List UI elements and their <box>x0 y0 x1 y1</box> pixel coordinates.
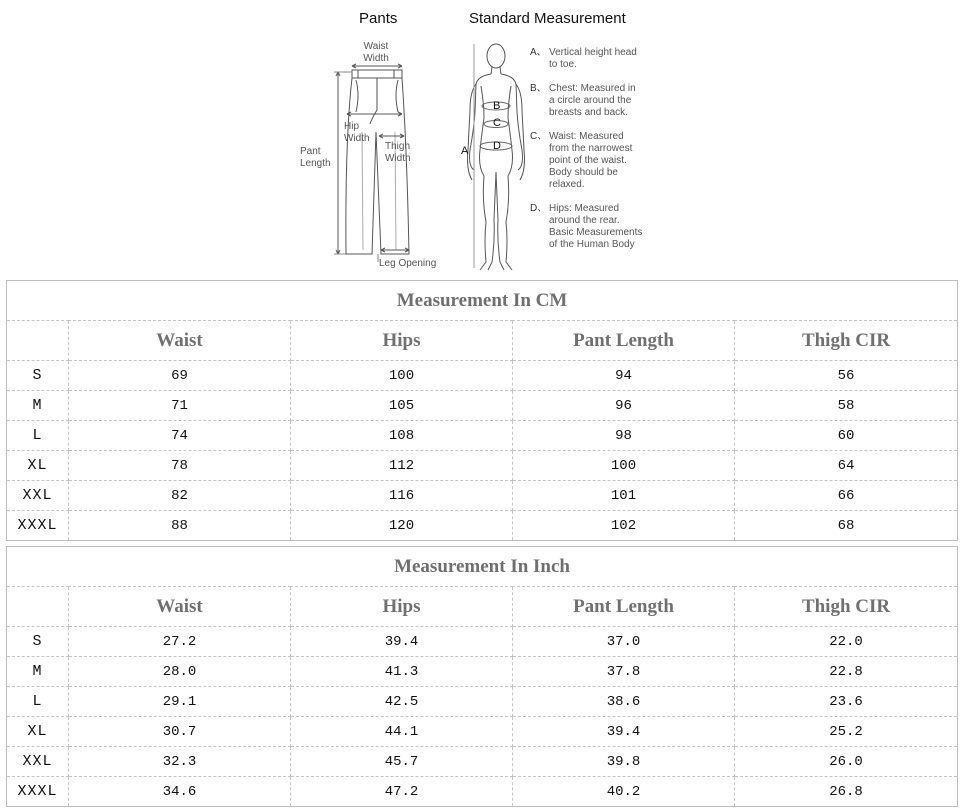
leg-opening-label: Leg Opening <box>379 258 437 269</box>
pant-length-label <box>300 146 331 170</box>
table-cell: 120 <box>291 511 513 541</box>
table-cell: 42.5 <box>291 687 513 717</box>
inch-size-table <box>6 546 958 807</box>
table-cell: 37.0 <box>513 627 735 657</box>
table-row <box>7 481 958 511</box>
body-figure <box>468 44 525 270</box>
table-cell: 74 <box>69 421 291 451</box>
hip-width-label-line1: Hip <box>344 121 360 132</box>
cm-size-table <box>6 280 958 541</box>
column-header-hips: Hips <box>291 321 513 361</box>
table-cell: 37.8 <box>513 657 735 687</box>
table-row <box>7 777 958 807</box>
table-cell: 98 <box>513 421 735 451</box>
table-cell: 39.4 <box>291 627 513 657</box>
table-cell: 88 <box>69 511 291 541</box>
pants-and-body-illustration <box>0 0 962 276</box>
note-c-line: Body should be <box>549 167 618 178</box>
table-cell: 100 <box>513 451 735 481</box>
table-row <box>7 451 958 481</box>
size-label: XXXL <box>7 511 69 541</box>
table-cell: 64 <box>735 451 958 481</box>
marker-d: D <box>493 140 501 152</box>
table-cell: 26.0 <box>735 747 958 777</box>
size-label: M <box>7 391 69 421</box>
note-c-key: C、 <box>530 131 548 142</box>
table-cell: 38.6 <box>513 687 735 717</box>
table-cell: 71 <box>69 391 291 421</box>
cm-table-caption: Measurement In CM <box>7 281 958 321</box>
hip-width-label-line2: Width <box>344 133 370 144</box>
waist-width-label-line1: Waist <box>363 41 389 52</box>
note-b-key: B、 <box>530 83 547 94</box>
table-cell: 34.6 <box>69 777 291 807</box>
table-cell: 116 <box>291 481 513 511</box>
table-cell: 112 <box>291 451 513 481</box>
marker-b: B <box>493 100 501 112</box>
column-header-pant-length: Pant Length <box>513 587 735 627</box>
measurement-diagram <box>0 0 962 276</box>
table-row <box>7 747 958 777</box>
table-cell: 47.2 <box>291 777 513 807</box>
table-cell: 23.6 <box>735 687 958 717</box>
size-label: XL <box>7 451 69 481</box>
table-cell: 22.0 <box>735 627 958 657</box>
size-label: S <box>7 627 69 657</box>
table-cell: 32.3 <box>69 747 291 777</box>
table-row <box>7 627 958 657</box>
table-cell: 69 <box>69 361 291 391</box>
marker-c: C <box>493 117 501 129</box>
note-d-line: around the rear. <box>549 215 620 226</box>
note-d-line: Basic Measurements <box>549 227 643 238</box>
note-d-line: of the Human Body <box>549 239 635 250</box>
note-b-line: Chest: Measured in <box>549 83 636 94</box>
table-cell: 27.2 <box>69 627 291 657</box>
table-cell: 68 <box>735 511 958 541</box>
table-cell: 41.3 <box>291 657 513 687</box>
table-row <box>7 511 958 541</box>
table-cell: 96 <box>513 391 735 421</box>
table-cell: 44.1 <box>291 717 513 747</box>
marker-a: A <box>461 145 469 157</box>
column-header-hips: Hips <box>291 587 513 627</box>
thigh-width-label <box>385 141 411 165</box>
table-cell: 108 <box>291 421 513 451</box>
note-a-line: Vertical height head <box>549 47 637 58</box>
table-row <box>7 717 958 747</box>
header-empty-cell <box>7 587 69 627</box>
table-cell: 105 <box>291 391 513 421</box>
table-cell: 60 <box>735 421 958 451</box>
table-cell: 101 <box>513 481 735 511</box>
table-row <box>7 391 958 421</box>
thigh-width-label-line2: Width <box>385 153 411 164</box>
table-cell: 39.8 <box>513 747 735 777</box>
column-header-waist: Waist <box>69 587 291 627</box>
header-empty-cell <box>7 321 69 361</box>
note-c-line: from the narrowest <box>549 143 633 154</box>
table-cell: 40.2 <box>513 777 735 807</box>
column-header-thigh-cir: Thigh CIR <box>735 321 958 361</box>
size-label: XXL <box>7 481 69 511</box>
table-cell: 39.4 <box>513 717 735 747</box>
table-caption-row <box>7 547 958 587</box>
table-row <box>7 687 958 717</box>
table-cell: 94 <box>513 361 735 391</box>
note-b-line: breasts and back. <box>549 107 628 118</box>
pants-title: Pants <box>359 10 398 27</box>
note-b-line: a circle around the <box>549 95 632 106</box>
size-label: L <box>7 421 69 451</box>
size-label: XXXL <box>7 777 69 807</box>
table-cell: 29.1 <box>69 687 291 717</box>
table-header-row <box>7 321 958 361</box>
note-d-line: Hips: Measured <box>549 203 620 214</box>
standard-measurement-title: Standard Measurement <box>469 10 626 27</box>
size-label: L <box>7 687 69 717</box>
table-cell: 66 <box>735 481 958 511</box>
size-label: XL <box>7 717 69 747</box>
column-header-waist: Waist <box>69 321 291 361</box>
table-cell: 58 <box>735 391 958 421</box>
table-cell: 25.2 <box>735 717 958 747</box>
table-row <box>7 361 958 391</box>
size-label: XXL <box>7 747 69 777</box>
table-row <box>7 421 958 451</box>
table-cell: 82 <box>69 481 291 511</box>
table-cell: 56 <box>735 361 958 391</box>
inch-table-caption: Measurement In Inch <box>7 547 958 587</box>
table-cell: 78 <box>69 451 291 481</box>
table-cell: 102 <box>513 511 735 541</box>
table-header-row <box>7 587 958 627</box>
table-cell: 45.7 <box>291 747 513 777</box>
pant-length-label-line2: Length <box>300 158 331 169</box>
waist-width-label <box>355 41 397 65</box>
size-label: S <box>7 361 69 391</box>
pant-length-label-line1: Pant <box>300 146 321 157</box>
size-label: M <box>7 657 69 687</box>
table-cell: 22.8 <box>735 657 958 687</box>
note-c-line: point of the waist. <box>549 155 627 166</box>
note-a-line: to toe. <box>549 59 577 70</box>
note-c-line: Waist: Measured <box>549 131 624 142</box>
table-cell: 26.8 <box>735 777 958 807</box>
table-row <box>7 657 958 687</box>
table-cell: 100 <box>291 361 513 391</box>
column-header-pant-length: Pant Length <box>513 321 735 361</box>
waist-width-label-line2: Width <box>363 53 389 64</box>
note-a-key: A、 <box>530 47 547 58</box>
table-cell: 30.7 <box>69 717 291 747</box>
table-cell: 28.0 <box>69 657 291 687</box>
thigh-width-label-line1: Thigh <box>385 141 411 152</box>
note-d-key: D、 <box>530 203 548 214</box>
hip-width-label <box>344 121 370 145</box>
note-c-line: relaxed. <box>549 179 585 190</box>
table-caption-row <box>7 281 958 321</box>
column-header-thigh-cir: Thigh CIR <box>735 587 958 627</box>
